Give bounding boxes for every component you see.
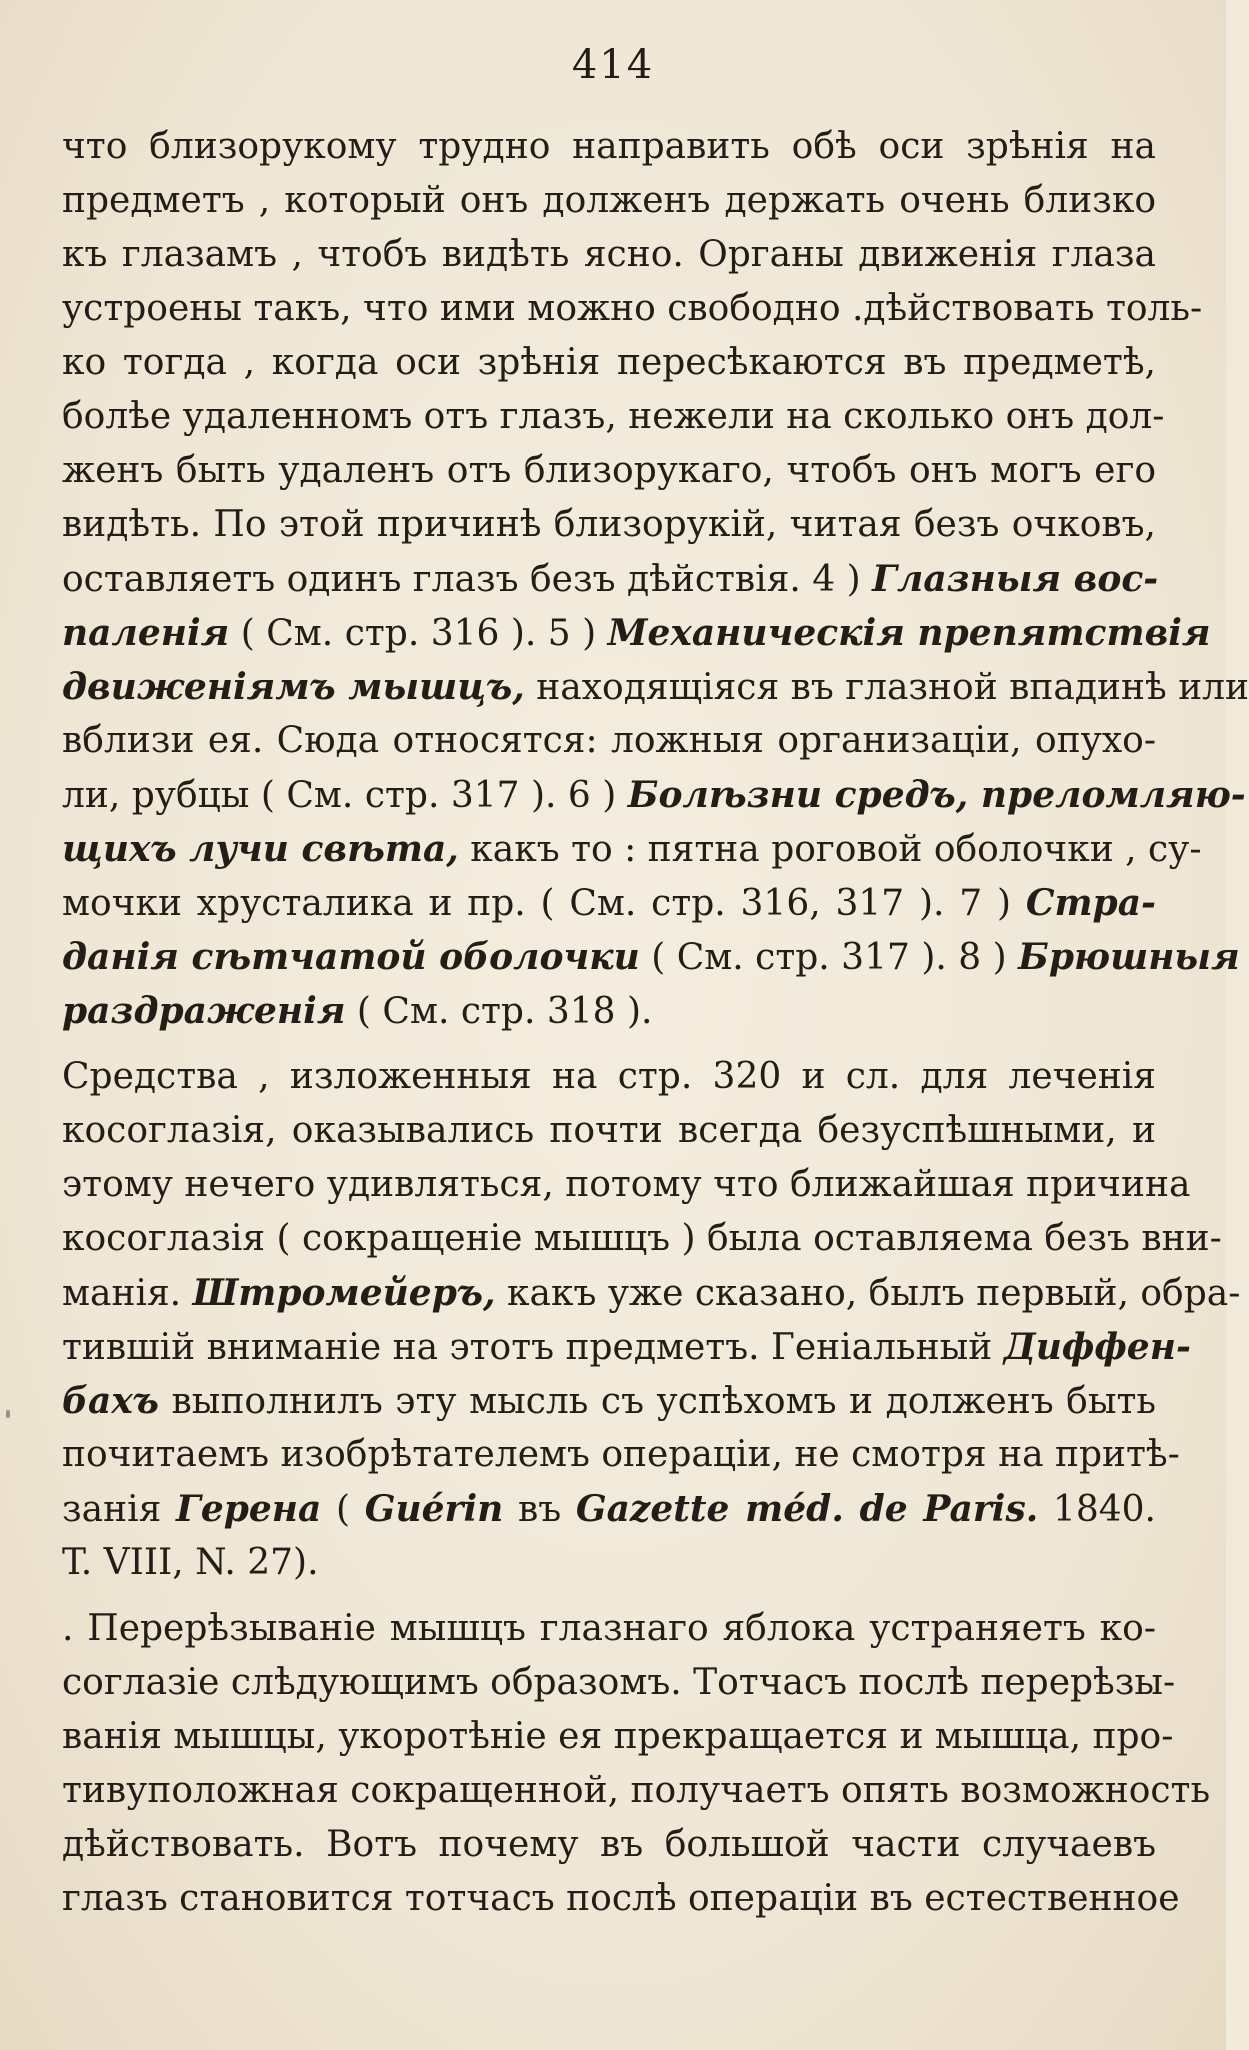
text-line [62, 1050, 1156, 1104]
italic-term: Guérin [364, 1488, 504, 1530]
text-line [62, 1818, 1156, 1872]
text-run: ли, рубцы ( См. стр. 317 ). 6 ) [62, 775, 628, 816]
text-line [62, 336, 1156, 390]
text-line [62, 1710, 1174, 1764]
text-run: вблизи ея. Сюда относятся: ложныя организаціи, опухо- [62, 720, 1156, 761]
text-line [62, 1536, 1156, 1590]
text-line [62, 714, 1156, 768]
italic-term: Глазныя вос- [872, 558, 1159, 600]
text-line [62, 1212, 1222, 1266]
text-run: оставляетъ одинъ глазъ безъ дѣйствія. 4 ) [62, 559, 873, 600]
text-run: ( [321, 1489, 365, 1530]
italic-term: Механическія препятствія [607, 612, 1211, 654]
text-run: Средства , изложенныя на стр. 320 и сл. для леченія [62, 1056, 1156, 1097]
text-run: тивуположная сокращенной, получаетъ опять возможность [62, 1770, 1211, 1811]
text-run: занія [62, 1489, 176, 1530]
text-run: предметъ , который онъ долженъ держать очень близко [62, 180, 1156, 221]
text-line [62, 552, 1159, 606]
italic-term: бахъ [62, 1380, 159, 1422]
text-line [62, 1104, 1156, 1158]
text-line [62, 1158, 1191, 1212]
italic-term: Диффен- [1003, 1326, 1191, 1368]
text-run: устроены такъ, что ими можно свободно .дѣйствовать толь- [62, 288, 1203, 329]
page-number: 414 [571, 42, 655, 88]
text-run: . Перерѣзываніе мышцъ глазнаго яблока устраняетъ ко- [62, 1608, 1156, 1649]
text-run: къ глазамъ , чтобъ видѣть ясно. Органы движенія глаза [62, 234, 1156, 275]
text-line [62, 660, 1249, 714]
italic-term: раздраженія [62, 990, 346, 1032]
text-run: ванія мышцы, укоротѣніе ея прекращается и мышца, про- [62, 1716, 1174, 1757]
text-line [62, 822, 1202, 876]
text-line [62, 1872, 1180, 1926]
text-line [62, 498, 1156, 552]
text-run: женъ быть удаленъ отъ близорукаго, чтобъ онъ могъ его [62, 450, 1156, 491]
text-line [62, 984, 1156, 1038]
text-run: видѣть. По этой причинѣ близорукій, читая безъ очковъ, [62, 504, 1156, 545]
italic-term: щихъ лучи свѣта, [62, 828, 459, 870]
italic-term: Болѣзни средъ, преломляю- [627, 774, 1246, 816]
paragraph-gap [62, 1038, 1156, 1050]
text-line [62, 444, 1156, 498]
italic-term: Gazette méd. de Paris. [575, 1488, 1039, 1530]
text-run: дѣйствовать. Вотъ почему въ большой части случаевъ [62, 1824, 1156, 1865]
text-run: ( См. стр. 317 ). 8 ) [639, 937, 1019, 978]
italic-term: данія сѣтчатой оболочки [62, 936, 640, 978]
italic-term: паленія [62, 612, 230, 654]
text-run: какъ уже сказано, былъ первый, обра- [495, 1273, 1241, 1314]
text-line [62, 1602, 1156, 1656]
text-run: ( См. стр. 318 ). [345, 991, 653, 1032]
text-run: ( См. стр. 316 ). 5 ) [229, 613, 608, 654]
text-line [62, 1656, 1176, 1710]
text-run: косоглазія, оказывались почти всегда безуспѣшными, и [62, 1110, 1156, 1151]
text-line [62, 1374, 1156, 1428]
text-run: находящіяся въ глазной впадинѣ или [524, 667, 1249, 708]
text-run: выполнилъ эту мысль съ успѣхомъ и долженъ быть [158, 1381, 1156, 1422]
text-run: ко тогда , когда оси зрѣнія пересѣкаются въ предметѣ, [62, 342, 1156, 383]
print-mark [6, 1410, 10, 1418]
text-run: тившій вниманіе на этотъ предметъ. Геніальный [62, 1327, 1004, 1368]
italic-term: Брюшныя [1018, 936, 1240, 978]
text-line [62, 1764, 1211, 1818]
text-line [62, 228, 1156, 282]
text-line [62, 1482, 1156, 1536]
text-run: болѣе удаленномъ отъ глазъ, нежели на сколько онъ дол- [62, 396, 1165, 437]
text-line [62, 1428, 1180, 1482]
italic-term: Герена [175, 1488, 322, 1530]
text-run: T. VIII, N. 27). [62, 1542, 319, 1583]
text-line [62, 876, 1156, 930]
text-run: почитаемъ изобрѣтателемъ операціи, не смотря на притѣ- [62, 1434, 1180, 1475]
text-run: глазъ становится тотчасъ послѣ операціи въ естественное [62, 1878, 1180, 1919]
text-run: соглазіе слѣдующимъ образомъ. Тотчасъ послѣ перерѣзы- [62, 1662, 1176, 1703]
text-line [62, 174, 1156, 228]
text-run: что близорукому трудно направить обѣ оси зрѣнія на [62, 126, 1156, 167]
paragraph-gap [62, 1590, 1156, 1602]
text-line [62, 282, 1203, 336]
text-line [62, 930, 1240, 984]
text-run: 1840. [1038, 1489, 1156, 1530]
body-text [62, 120, 1249, 1926]
text-run: манія. [62, 1273, 193, 1314]
italic-term: Штромейеръ, [192, 1272, 496, 1314]
italic-term: движеніямъ мышцъ, [62, 666, 525, 708]
text-run: этому нечего удивляться, потому что ближайшая причина [62, 1164, 1191, 1205]
text-line [62, 390, 1165, 444]
text-run: въ [503, 1489, 576, 1530]
text-run: косоглазія ( сокращеніе мышцъ ) была оставляема безъ вни- [62, 1218, 1222, 1259]
italic-term: Стра- [1025, 882, 1156, 924]
text-line [62, 120, 1156, 174]
text-line [62, 768, 1246, 822]
text-line [62, 1320, 1191, 1374]
text-run: какъ то : пятна роговой оболочки , су- [458, 829, 1202, 870]
text-line [62, 1266, 1241, 1320]
text-line [62, 606, 1211, 660]
text-run: мочки хрусталика и пр. ( См. стр. 316, 317 ). 7 ) [62, 883, 1026, 924]
